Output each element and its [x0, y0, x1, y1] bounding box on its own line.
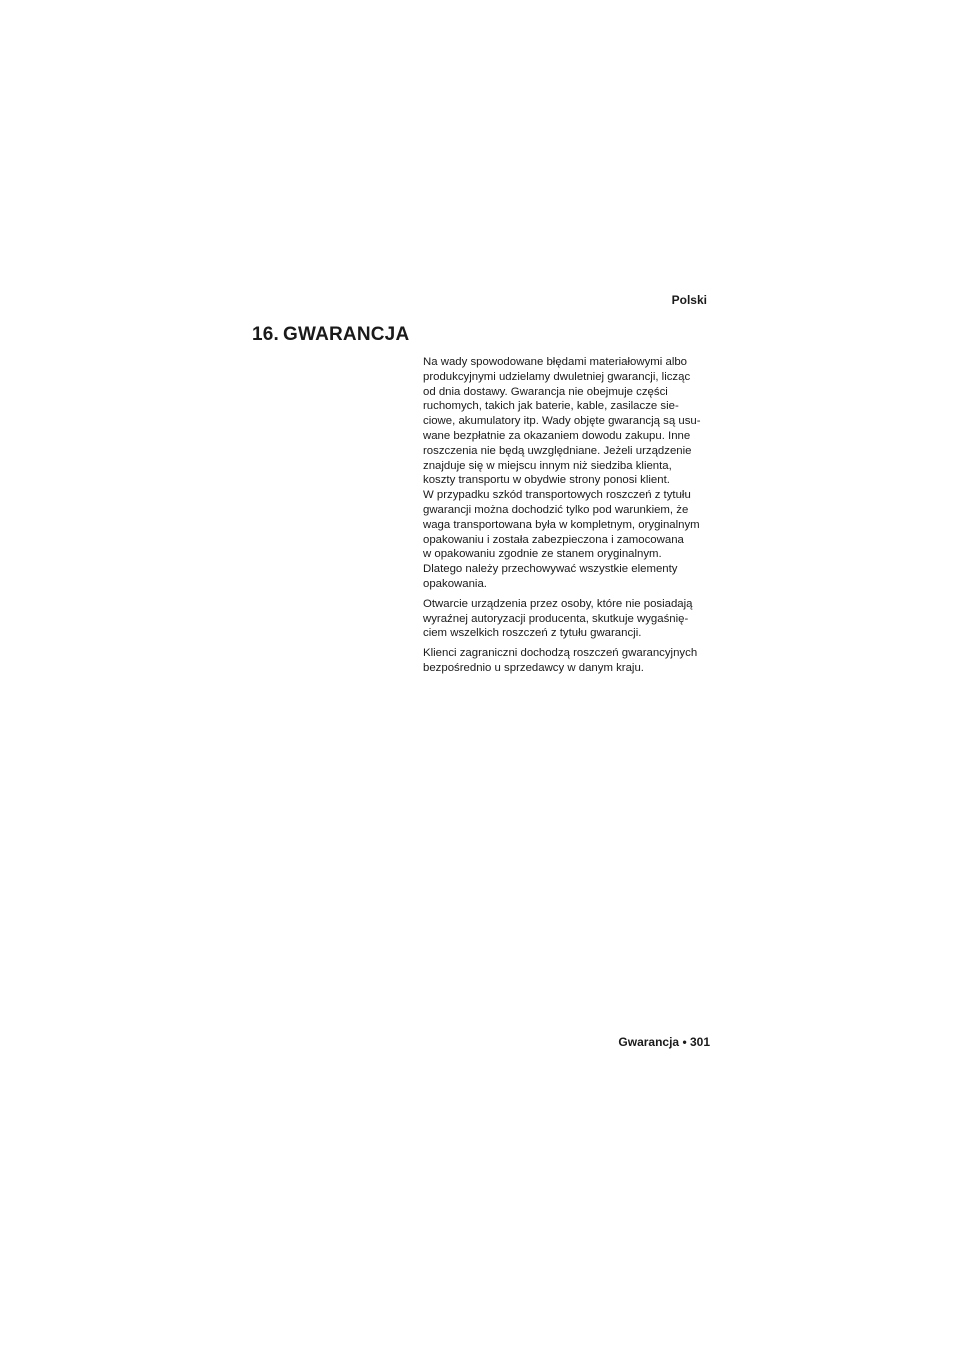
paragraph-warranty-terms: [423, 355, 715, 592]
text-line: Dlatego należy przechowywać wszystkie elementy: [423, 563, 678, 576]
text-line: gwarancji można dochodzić tylko pod warunkiem, że: [423, 503, 689, 516]
text-line: od dnia dostawy. Gwarancja nie obejmuje części: [423, 385, 668, 398]
text-line: opakowania.: [423, 577, 487, 590]
text-line: Na wady spowodowane błędami materiałowymi albo: [423, 356, 688, 368]
text-line: wane bezpłatnie za okazaniem dowodu zakupu. Inne: [423, 429, 691, 442]
paragraph-foreign-customers: [423, 646, 715, 676]
text-line: ciowe, akumulatory itp. Wady objęte gwarancją są usu-: [423, 415, 701, 428]
text-line: znajduje się w miejscu innym niż siedziba klienta,: [423, 459, 672, 472]
text-line: Klienci zagraniczni dochodzą roszczeń gwarancyjnych: [423, 647, 698, 660]
text-line: ruchomych, takich jak baterie, kable, zasilacze sie-: [423, 400, 679, 413]
text-line: waga transportowana była w kompletnym, oryginalnym: [423, 518, 700, 531]
section-title: GWARANCJA: [283, 324, 410, 345]
section-heading: [252, 324, 409, 346]
text-line: w opakowaniu zgodnie ze stanem oryginalnym.: [423, 548, 662, 561]
text-line: koszty transportu w obydwie strony ponosi klient.: [423, 474, 670, 487]
body-text: [423, 355, 715, 681]
paragraph-unauthorized-opening: [423, 597, 715, 641]
text-line: produkcyjnymi udzielamy dwuletniej gwarancji, licząc: [423, 370, 691, 383]
text-line: W przypadku szkód transportowych roszczeń z tytułu: [423, 489, 691, 502]
text-line: ciem wszelkich roszczeń z tytułu gwarancji.: [423, 627, 642, 640]
text-line: wyraźnej autoryzacji producenta, skutkuje wygaśnię-: [423, 612, 689, 625]
section-number: 16.: [252, 324, 280, 345]
page-footer: Gwarancja • 301: [618, 1035, 710, 1049]
text-line: Otwarcie urządzenia przez osoby, które nie posiadają: [423, 597, 693, 610]
text-line: roszczenia nie będą uwzględniane. Jeżeli urządzenie: [423, 444, 692, 457]
text-line: opakowaniu i została zabezpieczona i zamocowana: [423, 533, 684, 546]
language-label: Polski: [671, 293, 707, 307]
text-line: bezpośrednio u sprzedawcy w danym kraju.: [423, 661, 644, 674]
